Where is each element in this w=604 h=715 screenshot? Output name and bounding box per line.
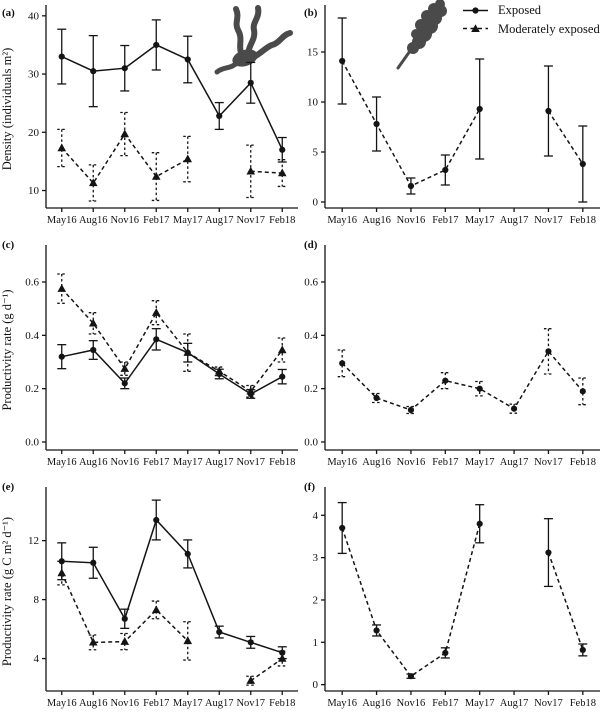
dashed-line-triangle-marker-icon	[462, 23, 489, 34]
triangle-marker	[152, 605, 161, 613]
series-line	[62, 520, 282, 653]
legend-item-moderately-exposed	[462, 23, 600, 36]
y-tick-label: 0.4	[304, 329, 318, 342]
y-tick-label: 4	[33, 653, 39, 666]
y-tick-label: 0.0	[304, 436, 318, 449]
legend-label-exposed: Exposed	[498, 3, 542, 17]
x-tick-label: May17	[464, 215, 495, 226]
y-tick-label: 1	[312, 636, 318, 649]
circle-marker	[59, 354, 65, 360]
circle-marker	[185, 56, 191, 62]
y-tick-label: 30	[28, 68, 39, 81]
x-tick-label: May16	[46, 457, 77, 468]
circle-marker	[580, 647, 586, 653]
x-tick-label: Nov16	[396, 215, 426, 226]
circle-marker	[545, 348, 551, 354]
triangle-marker	[278, 345, 287, 353]
series-moderately-exposed	[57, 561, 287, 685]
y-tick-label: 0.6	[25, 276, 39, 289]
chart-d	[302, 232, 604, 474]
x-tick-label: Aug17	[499, 698, 529, 709]
bumpy-blade-seaweed-icon	[398, 0, 447, 68]
triangle-marker	[57, 568, 66, 576]
legend	[462, 4, 600, 35]
x-tick-label: Nov17	[236, 698, 266, 709]
circle-marker	[216, 113, 222, 119]
x-tick-label: May17	[172, 457, 203, 468]
x-tick-label: Feb18	[569, 457, 596, 468]
circle-marker	[185, 551, 191, 557]
triangle-marker	[278, 654, 287, 662]
series-exposed	[338, 503, 588, 680]
solid-line-circle-marker-icon	[462, 5, 489, 16]
triangle-marker	[183, 154, 192, 162]
circle-marker	[279, 147, 285, 153]
circle-marker	[477, 386, 483, 392]
circle-marker	[90, 68, 96, 74]
chart-f	[302, 474, 604, 715]
panel-tag: (b)	[304, 7, 318, 19]
triangle-marker	[120, 364, 129, 372]
x-tick-label: Nov17	[534, 698, 563, 709]
circle-marker	[580, 161, 586, 167]
circle-marker	[545, 549, 551, 555]
x-tick-label: Aug17	[204, 215, 234, 226]
circle-marker	[122, 616, 128, 622]
circle-marker	[339, 525, 345, 531]
triangle-marker	[246, 167, 255, 175]
x-tick-label: Nov16	[396, 698, 426, 709]
axes	[321, 5, 600, 212]
series-line	[342, 351, 583, 410]
panel-d	[302, 232, 604, 474]
x-tick-label: Feb18	[269, 215, 296, 226]
series-exposed	[57, 500, 287, 658]
x-tick-label: Nov16	[396, 457, 426, 468]
series-line	[62, 573, 282, 681]
x-tick-label: Feb17	[432, 698, 459, 709]
y-axis-title: Productivity rate (g d⁻¹)	[0, 289, 14, 411]
series-exposed	[338, 18, 588, 202]
triangle-marker	[152, 172, 161, 180]
panel-tag: (e)	[2, 481, 15, 493]
circle-marker	[477, 106, 483, 112]
circle-marker	[580, 388, 586, 394]
panel-c	[0, 232, 302, 474]
x-tick-label: Aug17	[204, 457, 234, 468]
circle-marker	[511, 406, 517, 412]
y-tick-label: 8	[33, 594, 39, 607]
x-tick-label: Nov17	[534, 215, 563, 226]
series-line	[62, 134, 282, 183]
x-tick-label: Feb17	[143, 698, 170, 709]
circle-marker	[373, 121, 379, 127]
circle-marker	[545, 108, 551, 114]
x-tick-label: Feb17	[143, 215, 170, 226]
x-tick-label: Feb18	[269, 698, 296, 709]
y-tick-label: 12	[28, 535, 39, 548]
x-tick-label: May16	[327, 457, 358, 468]
circle-marker	[216, 629, 222, 635]
x-tick-label: Aug16	[78, 457, 108, 468]
axes	[321, 245, 600, 454]
circle-marker	[153, 42, 159, 48]
y-tick-label: 0.2	[304, 383, 318, 396]
circle-marker	[248, 639, 254, 645]
legend-item-exposed	[462, 4, 600, 17]
y-axis-title: Density (individuals m²)	[0, 47, 14, 171]
series-moderately-exposed	[57, 112, 287, 201]
circle-marker	[442, 650, 448, 656]
axes	[42, 245, 298, 454]
y-axis-title: Productivity rate (g C m² d⁻¹)	[0, 516, 14, 667]
x-tick-label: Aug16	[362, 215, 391, 226]
x-tick-label: Nov16	[110, 457, 140, 468]
circle-marker	[408, 183, 414, 189]
circle-marker	[442, 167, 448, 173]
panel-tag: (d)	[304, 239, 318, 251]
axes	[42, 5, 298, 212]
triangle-marker	[57, 284, 66, 292]
x-tick-label: Nov17	[236, 215, 266, 226]
x-tick-label: Feb18	[269, 457, 296, 468]
x-tick-label: Feb18	[569, 215, 596, 226]
x-tick-label: Feb17	[432, 215, 459, 226]
series-exposed	[57, 329, 287, 399]
circle-marker	[373, 395, 379, 401]
triangle-marker	[152, 308, 161, 316]
y-tick-label: 0.2	[25, 383, 39, 396]
series-line	[342, 524, 583, 676]
y-tick-label: 40	[28, 10, 39, 23]
y-tick-label: 4	[312, 509, 318, 522]
y-tick-label: 0	[312, 679, 318, 692]
circle-marker	[373, 627, 379, 633]
panel-f	[302, 474, 604, 715]
panel-tag: (f)	[304, 481, 315, 493]
y-tick-label: 5	[312, 146, 318, 159]
y-tick-label: 0.0	[25, 436, 39, 449]
circle-marker	[442, 378, 448, 384]
x-tick-label: Aug16	[362, 698, 391, 709]
chart-a	[0, 0, 302, 232]
y-tick-label: 20	[28, 126, 39, 139]
x-tick-label: May16	[327, 698, 358, 709]
circle-marker	[408, 407, 414, 413]
y-tick-label: 0.6	[304, 276, 318, 289]
circle-marker	[122, 65, 128, 71]
y-tick-label: 0	[312, 196, 318, 209]
x-tick-label: Aug16	[78, 698, 108, 709]
x-tick-label: Nov16	[110, 215, 140, 226]
legend-label-moderately-exposed: Moderately exposed	[498, 21, 600, 36]
panel-tag: (c)	[2, 239, 15, 251]
x-tick-label: May16	[46, 698, 77, 709]
circle-marker	[90, 347, 96, 353]
circle-marker	[153, 517, 159, 523]
x-tick-label: May17	[172, 698, 203, 709]
circle-marker	[408, 673, 414, 679]
y-tick-label: 10	[307, 96, 318, 109]
x-tick-label: Aug16	[78, 215, 108, 226]
panel-e	[0, 474, 302, 715]
circle-marker	[477, 521, 483, 527]
x-tick-label: May16	[46, 215, 77, 226]
x-tick-label: May17	[172, 215, 203, 226]
circle-marker	[248, 80, 254, 86]
triangle-marker	[215, 367, 224, 375]
circle-marker	[122, 380, 128, 386]
chart-e	[0, 474, 302, 715]
panel-tag: (a)	[2, 7, 15, 19]
panel-a	[0, 0, 302, 232]
x-tick-label: Nov17	[236, 457, 266, 468]
circle-marker	[339, 360, 345, 366]
y-tick-label: 0.4	[25, 329, 39, 342]
x-tick-label: Aug16	[362, 457, 391, 468]
triangle-marker	[57, 143, 66, 151]
circle-marker	[59, 53, 65, 59]
chart-c	[0, 232, 302, 474]
y-tick-label: 2	[312, 594, 318, 607]
x-tick-label: May16	[327, 215, 358, 226]
x-tick-label: Aug17	[204, 698, 234, 709]
circle-marker	[153, 336, 159, 342]
series-line	[62, 289, 282, 392]
series-moderately-exposed	[57, 274, 287, 397]
circle-marker	[90, 560, 96, 566]
x-tick-label: Aug17	[499, 457, 529, 468]
x-tick-label: May17	[464, 457, 495, 468]
series-exposed	[338, 329, 588, 414]
y-tick-label: 3	[312, 552, 318, 565]
x-tick-label: Feb17	[143, 457, 170, 468]
x-tick-label: Nov17	[534, 457, 563, 468]
circle-marker	[279, 374, 285, 380]
x-tick-label: Aug17	[499, 215, 529, 226]
x-tick-label: May17	[464, 698, 495, 709]
y-tick-label: 15	[307, 46, 318, 59]
x-tick-label: Feb18	[569, 698, 596, 709]
y-tick-label: 10	[28, 185, 39, 198]
triangle-marker	[120, 129, 129, 137]
triangle-marker	[246, 676, 255, 684]
axes	[42, 487, 298, 695]
x-tick-label: Nov16	[110, 698, 140, 709]
x-tick-label: Feb17	[432, 457, 459, 468]
circle-marker	[339, 58, 345, 64]
